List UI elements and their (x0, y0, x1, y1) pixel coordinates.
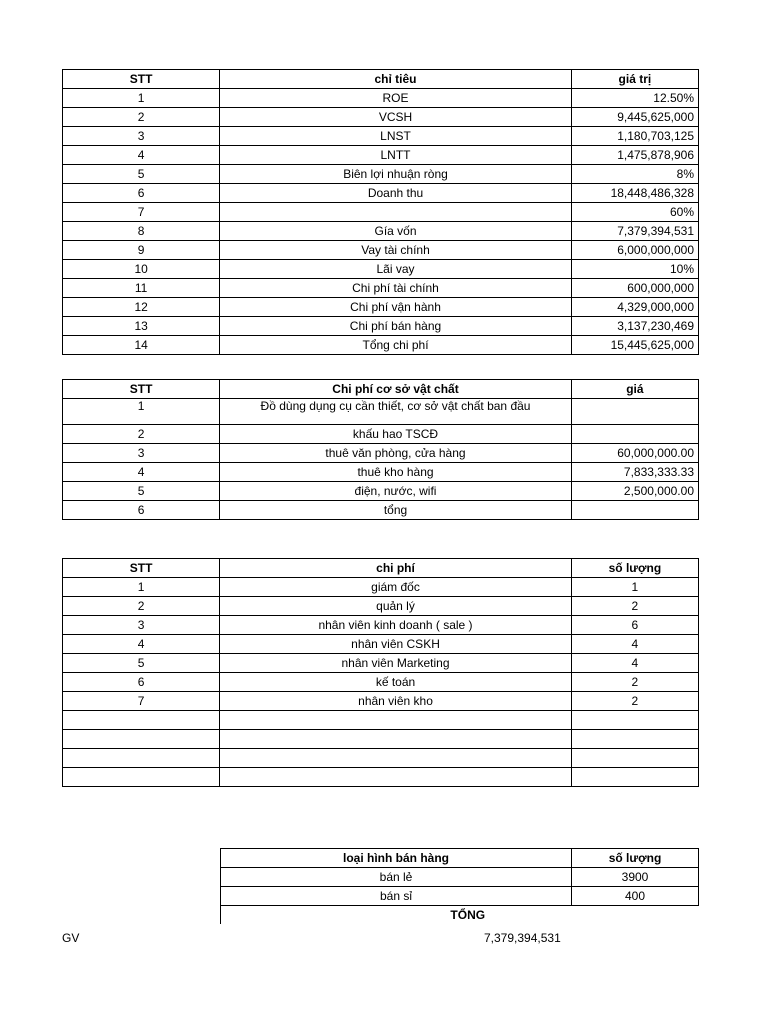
facility-costs-table (62, 379, 699, 520)
table-cell: thuê kho hàng (220, 463, 572, 482)
table-cell: 3900 (572, 868, 699, 887)
total-row (221, 906, 699, 925)
table-cell: 8 (63, 222, 220, 241)
table-cell: 6 (63, 501, 220, 520)
table-cell: 14 (63, 336, 220, 355)
table-cell: 5 (63, 654, 220, 673)
table-cell: 7 (63, 203, 220, 222)
table-cell: 1,475,878,906 (571, 146, 698, 165)
table-cell: 5 (63, 165, 220, 184)
table-row (63, 597, 699, 616)
table-row (63, 616, 699, 635)
table-cell: 60% (571, 203, 698, 222)
table-row (63, 501, 699, 520)
table-cell: Chi phí tài chính (220, 279, 572, 298)
table-cell: Tổng chi phí (220, 336, 572, 355)
table-cell: Đồ dùng dụng cụ cần thiết, cơ sở vật chất ban đầu (220, 399, 572, 425)
table-cell: 2 (571, 673, 698, 692)
table-header-row (63, 559, 699, 578)
table-cell: 4 (63, 635, 220, 654)
table-row (63, 768, 699, 787)
header-indicator: chỉ tiêu (220, 70, 572, 89)
table-cell: Lãi vay (220, 260, 572, 279)
header-position: chi phí (220, 559, 572, 578)
table-row (63, 654, 699, 673)
table-row (63, 711, 699, 730)
table-cell: 10 (63, 260, 220, 279)
table-cell: 7,379,394,531 (571, 222, 698, 241)
table-row (63, 108, 699, 127)
table-cell (220, 730, 572, 749)
table-row (63, 444, 699, 463)
table-cell: 7 (63, 692, 220, 711)
table-cell: LNST (220, 127, 572, 146)
table-cell: nhân viên kinh doanh ( sale ) (220, 616, 572, 635)
table-cell (571, 749, 698, 768)
table-cell (571, 501, 698, 520)
table-cell: 10% (571, 260, 698, 279)
table-cell: 1 (63, 399, 220, 425)
table-cell: thuê văn phòng, cửa hàng (220, 444, 572, 463)
table-cell: khấu hao TSCĐ (220, 425, 572, 444)
table-cell: 15,445,625,000 (571, 336, 698, 355)
table-cell: giám đốc (220, 578, 572, 597)
table-cell: 2,500,000.00 (571, 482, 698, 501)
table-row (63, 336, 699, 355)
table-cell: 2 (571, 692, 698, 711)
table-cell (63, 730, 220, 749)
table-cell (220, 749, 572, 768)
table-cell: 1 (63, 89, 220, 108)
table-cell: Vay tài chính (220, 241, 572, 260)
table-cell: 9 (63, 241, 220, 260)
table-cell (220, 711, 572, 730)
table-cell: 1 (571, 578, 698, 597)
table-cell: Doanh thu (220, 184, 572, 203)
table-row (63, 730, 699, 749)
table-row (63, 317, 699, 336)
table-cell: bán lẻ (221, 868, 572, 887)
staff-table (62, 558, 699, 787)
table-cell: Gía vốn (220, 222, 572, 241)
table-cell: 3 (63, 444, 220, 463)
table-row (63, 279, 699, 298)
table-cell: 60,000,000.00 (571, 444, 698, 463)
table-cell: 1,180,703,125 (571, 127, 698, 146)
table-header-row (63, 70, 699, 89)
table-cell: 3 (63, 127, 220, 146)
table-cell: VCSH (220, 108, 572, 127)
table-cell: 6,000,000,000 (571, 241, 698, 260)
table-row (63, 298, 699, 317)
header-sales-type: loại hình bán hàng (221, 849, 572, 868)
table-cell: 6 (571, 616, 698, 635)
table-cell (571, 768, 698, 787)
table-cell: 4 (571, 635, 698, 654)
table-cell: 2 (63, 108, 220, 127)
table-row (63, 222, 699, 241)
table-row (63, 399, 699, 425)
table-row (63, 425, 699, 444)
table-cell (571, 730, 698, 749)
header-price: giá (571, 380, 698, 399)
table-cell: Chi phí vận hành (220, 298, 572, 317)
table-cell (220, 203, 572, 222)
table-cell: 6 (63, 184, 220, 203)
table-cell: 7,833,333.33 (571, 463, 698, 482)
table-cell: 1 (63, 578, 220, 597)
table-header-row (221, 849, 699, 868)
financial-indicators-table (62, 69, 699, 355)
header-value: giá trị (571, 70, 698, 89)
table-cell: 13 (63, 317, 220, 336)
table-cell: ROE (220, 89, 572, 108)
table-cell: 2 (571, 597, 698, 616)
table-cell: LNTT (220, 146, 572, 165)
table-row (63, 127, 699, 146)
table-cell: Chi phí bán hàng (220, 317, 572, 336)
table-cell (63, 749, 220, 768)
table-cell: nhân viên CSKH (220, 635, 572, 654)
header-quantity: số lượng (571, 559, 698, 578)
table-cell: 4,329,000,000 (571, 298, 698, 317)
table-cell: tổng (220, 501, 572, 520)
table-row (221, 887, 699, 906)
table-cell: nhân viên kho (220, 692, 572, 711)
table-row (63, 463, 699, 482)
table-cell: quản lý (220, 597, 572, 616)
table-row (63, 184, 699, 203)
table-cell: 5 (63, 482, 220, 501)
table-cell: 9,445,625,000 (571, 108, 698, 127)
table-row (63, 260, 699, 279)
table-cell: 6 (63, 673, 220, 692)
table-header-row (63, 380, 699, 399)
table-cell: 8% (571, 165, 698, 184)
table-cell: 4 (63, 463, 220, 482)
table-cell: 12 (63, 298, 220, 317)
sales-type-table (220, 848, 699, 924)
table-cell: kế toán (220, 673, 572, 692)
table-cell: 11 (63, 279, 220, 298)
table-row (63, 89, 699, 108)
table-cell: 18,448,486,328 (571, 184, 698, 203)
header-quantity: số lượng (572, 849, 699, 868)
table-cell (220, 768, 572, 787)
table-cell: 3 (63, 616, 220, 635)
table-cell: 600,000,000 (571, 279, 698, 298)
table-row (63, 578, 699, 597)
table-row (63, 692, 699, 711)
table-cell (571, 425, 698, 444)
header-stt: STT (63, 559, 220, 578)
table-row (63, 165, 699, 184)
table-row (221, 868, 699, 887)
table-row (63, 241, 699, 260)
table-cell (63, 768, 220, 787)
gv-value: 7,379,394,531 (484, 931, 561, 945)
table-cell: nhân viên Marketing (220, 654, 572, 673)
table-row (63, 749, 699, 768)
table-cell: 3,137,230,469 (571, 317, 698, 336)
table-cell (571, 711, 698, 730)
table-cell: 4 (63, 146, 220, 165)
table-cell: bán sỉ (221, 887, 572, 906)
table-cell: Biên lợi nhuận ròng (220, 165, 572, 184)
table-row (63, 146, 699, 165)
header-stt: STT (63, 380, 220, 399)
header-cost-item: Chi phí cơ sở vật chất (220, 380, 572, 399)
table-row (63, 673, 699, 692)
table-row (63, 482, 699, 501)
table-cell (571, 399, 698, 425)
table-cell: 2 (63, 425, 220, 444)
table-cell: điện, nước, wifi (220, 482, 572, 501)
table-cell: 12.50% (571, 89, 698, 108)
table-row (63, 635, 699, 654)
table-cell: 400 (572, 887, 699, 906)
table-cell: 2 (63, 597, 220, 616)
table-row (63, 203, 699, 222)
gv-label: GV (62, 931, 80, 945)
table-cell (63, 711, 220, 730)
total-label: TỔNG (221, 906, 699, 925)
table-cell: 4 (571, 654, 698, 673)
header-stt: STT (63, 70, 220, 89)
